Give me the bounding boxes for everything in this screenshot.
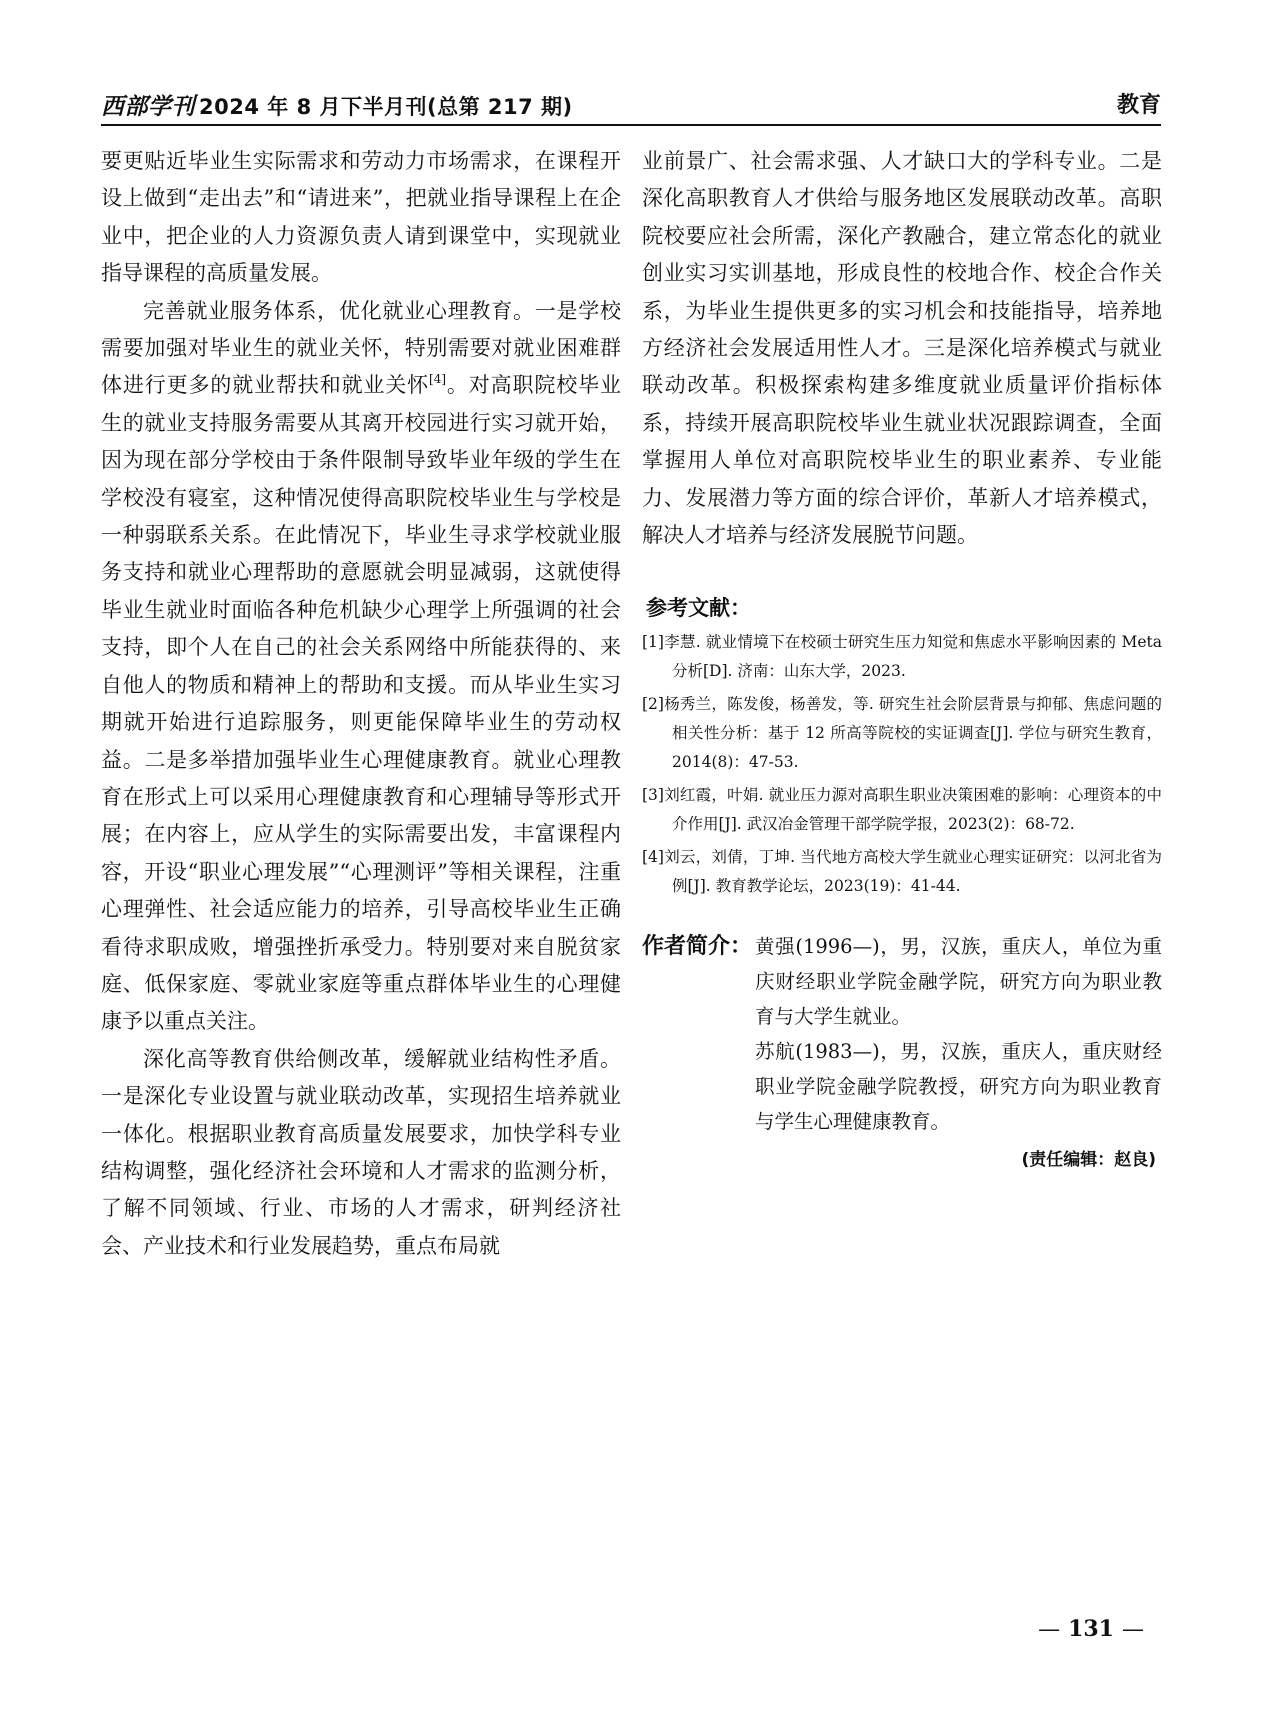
- author-bio-entry: 黄强(1996—)，男，汉族，重庆人，单位为重庆财经职业学院金融学院，研究方向为职业教育与大学生就业。: [755, 935, 1162, 1029]
- reference-item: [4]刘云，刘倩，丁坤. 当代地方高校大学生就业心理实证研究：以河北省为例[J]. 教育教学论坛，2023(19)：41-44.: [642, 848, 1162, 896]
- paragraph-text: 。对高职院校毕业生的就业支持服务需要从其离开校园进行实习就开始，因为现在部分学校由于条件限制导致毕业年级的学生在学校没有寝室，这种情况使得高职院校毕业生与学校是一种弱联系关系。在此情况下，毕业生寻求学校就业服务支持和就业心理帮助的意愿就会明显减弱，这就使得毕业生就业时面临各种危机缺少心理学上所强调的社会支持，即个人在自己的社会关系网络中所能获得的、来自他人的物质和精神上的帮助和支援。而从毕业生实习期就开始进行追踪服务，则更能保障毕业生的劳动权益。二是多举措加强毕业生心理健康教育。就业心理教育在形式上可以采用心理健康教育和心理辅导等形式开展；在内容上，应从学生的实际需要出发，丰富课程内容，开设“职业心理发展”“心理测评”等相关课程，注重心理弹性、社会适应能力的培养，引导高校毕业生正确看待求职成败，增强挫折承受力。特别要对来自脱贫家庭、低保家庭、零就业家庭等重点群体毕业生的心理健康予以重点关注。: [101, 373, 622, 1034]
- page-number-dash: —: [1038, 1617, 1061, 1642]
- author-bio-label: 作者简介：: [642, 934, 753, 960]
- references-heading: 参考文献：: [646, 596, 751, 621]
- references-list: [642, 628, 1162, 901]
- page-number-dash: —: [1122, 1617, 1144, 1642]
- body-paragraph: 要更贴近毕业生实际需求和劳动力市场需求，在课程开设上做到“走出去”和“请进来”，把就业指导课程上在企业中，把企业的人力资源负责人请到课堂中，实现就业指导课程的高质量发展。: [101, 149, 621, 286]
- reference-item: [3]刘红霞，叶娟. 就业压力源对高职生职业决策困难的影响：心理资本的中介作用[J]. 武汉冶金管理干部学院学报，2023(2)：68-72.: [642, 786, 1162, 834]
- responsible-editor: (责任编辑：赵良): [1021, 1150, 1156, 1171]
- header-rule: [101, 124, 1161, 126]
- body-paragraph: 业前景广、社会需求强、人才缺口大的学科专业。二是深化高职教育人才供给与服务地区发展联动改革。高职院校要应社会所需，深化产教融合，建立常态化的就业创业实习实训基地，形成良性的校地合作、校企合作关系，为毕业生提供更多的实习机会和技能指导，培养地方经济社会发展适用性人才。三是深化培养模式与就业联动改革。积极探索构建多维度就业质量评价指标体系，持续开展高职院校毕业生就业状况跟踪调查，全面掌握用人单位对高职院校毕业生的职业素养、专业能力、发展潜力等方面的综合评价，革新人才培养模式，解决人才培养与经济发展脱节问题。: [642, 149, 1162, 548]
- left-column: [101, 143, 621, 1265]
- right-column: [642, 143, 1162, 1170]
- section-name: 教育: [1116, 93, 1161, 118]
- journal-masthead: [101, 88, 573, 121]
- author-bio-body: [755, 929, 1162, 1139]
- reference-item: [2]杨秀兰，陈发俊，杨善发，等. 研究生社会阶层背景与抑郁、焦虑问题的相关性分析：基于 12 所高等院校的实证调查[J]. 学位与研究生教育，2014(8)：47-53.: [642, 695, 1162, 772]
- issue-info: 2024 年 8 月下半月刊(总第 217 期): [199, 95, 573, 119]
- page-header: [101, 88, 1161, 124]
- journal-logo: 西部学刊: [101, 93, 195, 120]
- citation-marker: [4]: [429, 372, 447, 387]
- reference-item: [1]李慧. 就业情境下在校硕士研究生压力知觉和焦虑水平影响因素的 Meta 分析[D]. 济南：山东大学，2023.: [642, 633, 1162, 681]
- author-bio: [642, 929, 1162, 1139]
- page-number-value: 131: [1068, 1616, 1114, 1642]
- body-paragraph: [101, 293, 621, 1041]
- paragraph-text: 完善就业服务体系，优化就业心理教育。一是学校需要加强对毕业生的就业关怀，特别需要对就业困难群体进行更多的就业帮扶和就业关怀: [101, 298, 621, 398]
- author-bio-entry: 苏航(1983—)，男，汉族，重庆人，重庆财经职业学院金融学院教授，研究方向为职业教育与学生心理健康教育。: [755, 1040, 1162, 1134]
- body-paragraph: 深化高等教育供给侧改革，缓解就业结构性矛盾。一是深化专业设置与就业联动改革，实现招生培养就业一体化。根据职业教育高质量发展要求，加快学科专业结构调整，强化经济社会环境和人才需求的监测分析，了解不同领域、行业、市场的人才需求，研判经济社会、产业技术和行业发展趋势，重点布局就: [101, 1046, 621, 1258]
- page-number: [1030, 1616, 1152, 1642]
